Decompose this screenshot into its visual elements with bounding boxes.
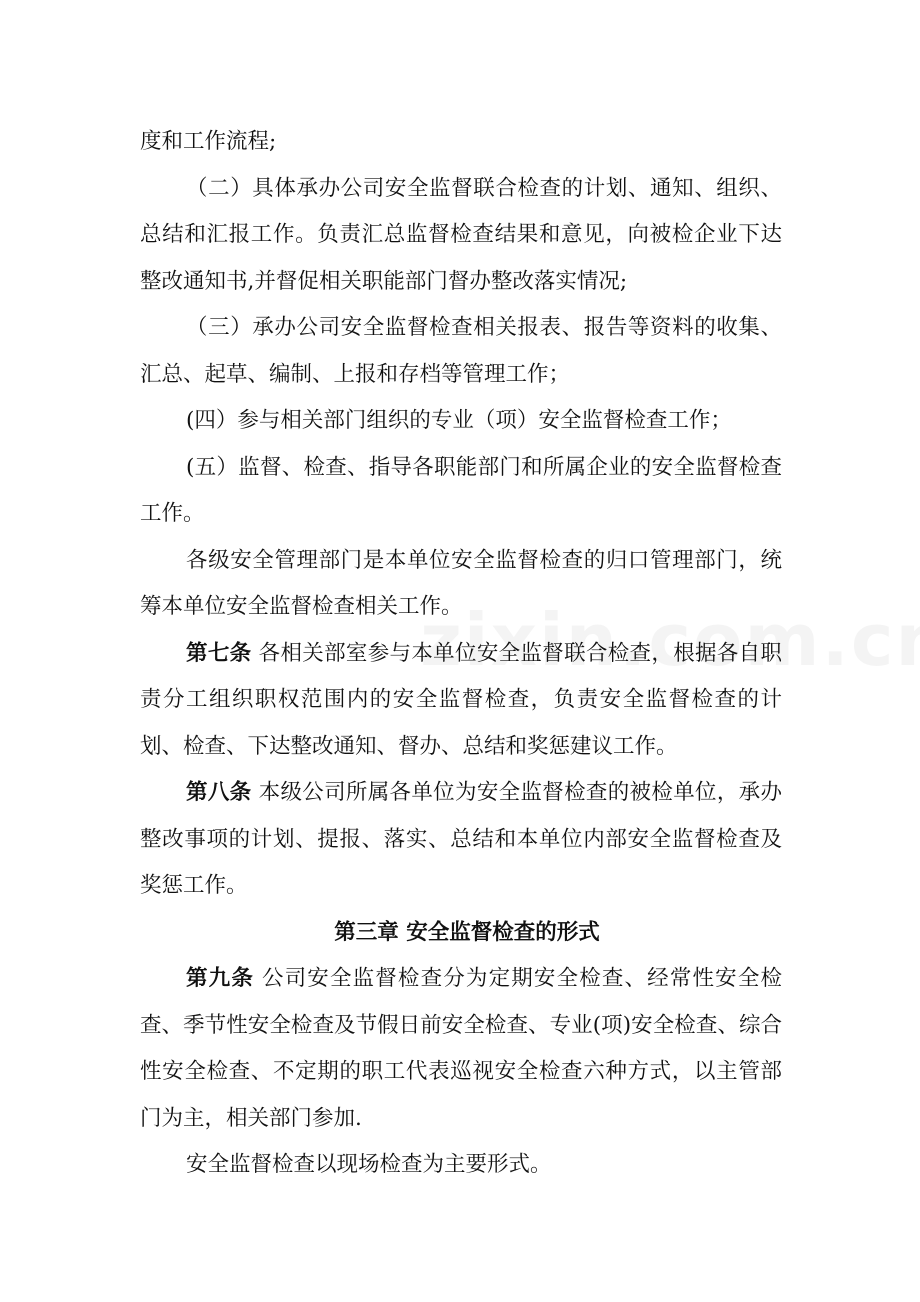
article-9-label: 第九条 [186, 966, 254, 991]
paragraph-item-3: （三）承办公司安全监督检查相关报表、报告等资料的收集、汇总、起草、编制、上报和存档等管理工作； [140, 315, 782, 387]
article-8 [140, 770, 782, 910]
document-page [140, 119, 782, 1189]
paragraph-inspection-form: 安全监督检查以现场检查为主要形式。 [186, 1152, 552, 1177]
article-8-label: 第八条 [186, 780, 252, 805]
article-8-text: 本级公司所属各单位为安全监督检查的被检单位，承办整改事项的计划、提报、落实、总结和本单位内部安全监督检查及奖惩工作。 [140, 780, 782, 898]
article-7-text: 各相关部室参与本单位安全监督联合检查，根据各自职责分工组织职权范围内的安全监督检查，负责安全监督检查的计划、检查、下达整改通知、督办、总结和奖惩建议工作。 [140, 640, 782, 759]
paragraph-item-5: (五）监督、检查、指导各职能部门和所属企业的安全监督检查工作。 [140, 454, 782, 526]
paragraph-continuation: 度和工作流程; [140, 129, 277, 154]
paragraph-departments: 各级安全管理部门是本单位安全监督检查的归口管理部门，统筹本单位安全监督检查相关工作。 [140, 547, 782, 619]
article-7 [140, 631, 782, 771]
article-9 [140, 956, 782, 1142]
article-7-label: 第七条 [186, 640, 252, 666]
article-9-text: 公司安全监督检查分为定期安全检查、经常性安全检查、季节性安全检查及节假日前安全检查、专业(项)安全检查、综合性安全检查、不定期的职工代表巡视安全检查六种方式，以主管部门为主，相关部门参加. [140, 966, 782, 1131]
chapter-3-heading: 第三章 安全监督检查的形式 [334, 919, 600, 945]
paragraph-item-2: （二）具体承办公司安全监督联合检查的计划、通知、组织、总结和汇报工作。负责汇总监督检查结果和意见，向被检企业下达整改通知书,并督促相关职能部门督办整改落实情况; [140, 175, 782, 294]
paragraph-item-4: (四）参与相关部门组织的专业（项）安全监督检查工作； [186, 408, 732, 433]
